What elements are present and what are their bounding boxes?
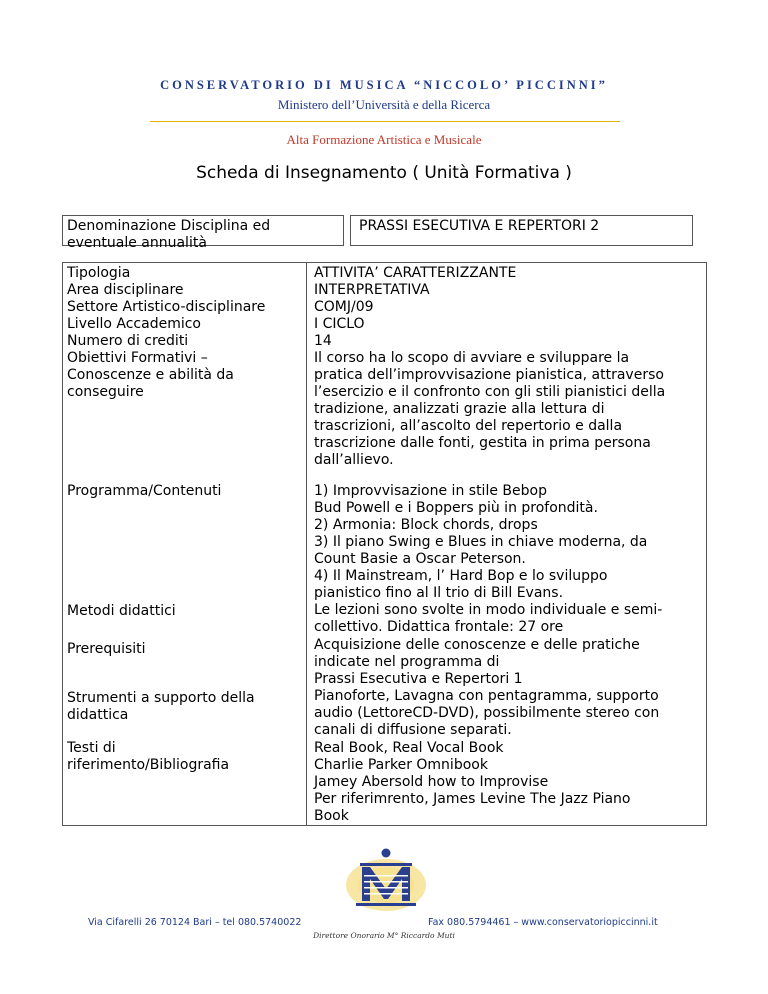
info-table (62, 262, 707, 826)
table-row-obiettivi-value: Il corso ha lo scopo di avviare e sviluppare la pratica dell’improvvisazione pianistica, attraverso l’esercizio e il confronto con gli stili pianistici della tradizione, analizzati grazie alla lettura di trascrizioni, all’ascolto del repertorio e dalla trascrizione dalle fonti, gestita in prima persona dall’allievo. (314, 350, 666, 468)
footer-contact: Fax 080.5794461 – www.conservatoriopiccinni.it (428, 917, 658, 928)
table-row-crediti-label: Numero di crediti (67, 333, 189, 349)
table-row-metodi-value: Le lezioni sono svolte in modo individuale e semi- collettivo. Didattica frontale: 27 ore (314, 602, 663, 635)
afam-subtitle: Alta Formazione Artistica e Musicale (286, 132, 482, 147)
ministry-subtitle: Ministero dell’Università e della Ricerca (277, 97, 491, 112)
table-row-testi-value: Real Book, Real Vocal Book Charlie Parker Omnibook Jamey Abersold how to Improvise Per riferimrento, James Levine The Jazz Piano Book (314, 740, 631, 824)
table-row-settore-value: COMJ/09 (314, 299, 374, 315)
table-row-programma-value: 1) Improvvisazione in stile Bebop Bud Powell e i Boppers più in profondità. 2) Armonia: Block chords, drops 3) Il piano Swing e Blues in chiave moderna, da Count Basie a Oscar Peterson. 4) Il Mainstream, l’ Hard Bop e lo sviluppo pianistico fino al Il trio di Bill Evans. (314, 483, 648, 601)
table-row-prerequisiti-label: Prerequisiti (67, 641, 146, 657)
table-row-livello-label: Livello Accademico (67, 316, 201, 332)
footer-address: Via Cifarelli 26 70124 Bari – tel 080.5740022 (88, 917, 302, 928)
table-row-programma-label: Programma/Contenuti (67, 483, 222, 499)
conservatory-title: CONSERVATORIO DI MUSICA “NICCOLO’ PICCINNI” (160, 78, 608, 92)
page-title: Scheda di Insegnamento ( Unità Formativa ) (196, 163, 572, 183)
table-row-tipologia-value: ATTIVITA’ CARATTERIZZANTE (314, 265, 517, 281)
table-row-strumenti-label: Strumenti a supporto della didattica (67, 690, 255, 723)
table-row-metodi-label: Metodi didattici (67, 603, 176, 619)
table-row-area-value: INTERPRETATIVA (314, 282, 430, 298)
table-row-prerequisiti-value: Acquisizione delle conoscenze e delle pratiche indicate nel programma di Prassi Esecutiva e Repertori 1 (314, 637, 640, 687)
table-row-livello-value: I CICLO (314, 316, 365, 332)
footer-director: Direttore Onorario M° Riccardo Muti (313, 931, 455, 940)
denominazione-label: Denominazione Disciplina ed eventuale annualità (62, 215, 344, 246)
table-row-area-label: Area disciplinare (67, 282, 184, 298)
table-row-settore-label: Settore Artistico-disciplinare (67, 299, 266, 315)
table-row-strumenti-value: Pianoforte, Lavagna con pentagramma, supporto audio (LettoreCD-DVD), possibilmente stereo con canali di diffusione separati. (314, 688, 660, 738)
table-divider (306, 263, 307, 825)
table-row-tipologia-label: Tipologia (67, 265, 131, 281)
table-row-obiettivi-label: Obiettivi Formativi – Conoscenze e abilità da conseguire (67, 350, 234, 400)
denominazione-value: PRASSI ESECUTIVA E REPERTORI 2 (350, 215, 693, 246)
table-row-testi-label: Testi di riferimento/Bibliografia (67, 740, 230, 773)
header-divider (150, 121, 620, 122)
table-row-crediti-value: 14 (314, 333, 332, 349)
conservatorio-logo-icon (340, 845, 432, 915)
